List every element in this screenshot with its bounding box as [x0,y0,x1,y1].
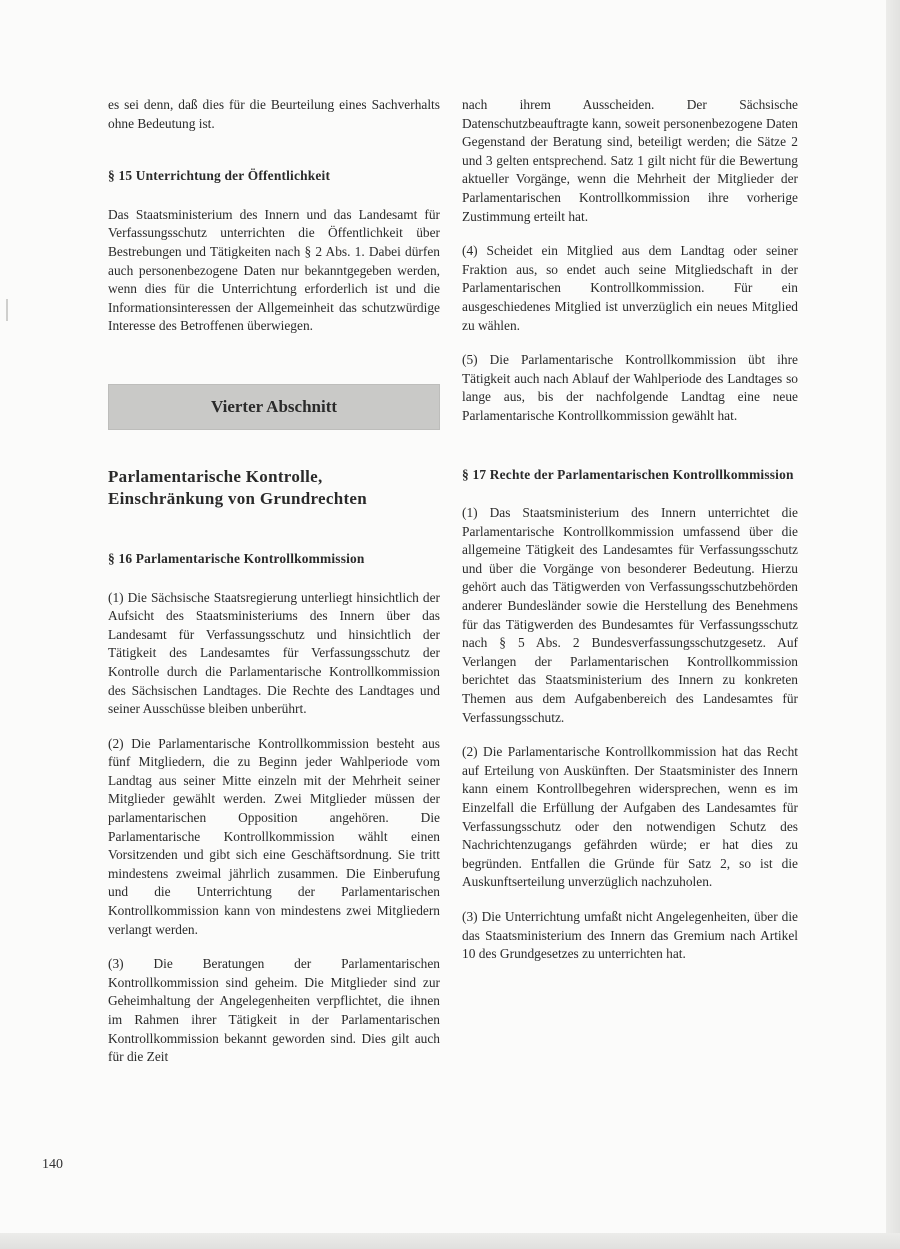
section-17-paragraph-3: (3) Die Unterrichtung umfaßt nicht Angelegenheiten, über die das Staatsministerium des Innern das Gremium nach Artikel 10 des Grundgesetzes zu unterrichten hat. [462,908,798,962]
left-column [108,96,440,1083]
right-column [462,96,798,980]
section-17-heading: § 17 Rechte der Parlamentarischen Kontrollkommission [462,466,794,482]
section-17-paragraph-1: (1) Das Staatsministerium des Innern unterrichtet die Parlamentarische Kontrollkommission umfassend über die allgemeine Tätigkeit des Landesamtes für Verfassungsschutz und über die Vorgänge von besonderer Bedeutung. Hierzu gehört auch das Tätigwerden von Verfassungsschutzbehörden anderer Bundesländer sowie die Herstellung des Benehmens für das Tätigwerden des Bundesamtes für Verfassungsschutz nach § 5 Abs. 2 Bundesverfassungsschutzgesetz. Auf Verlangen der Parlamentarischen Kontrollkommission berichtet das Staatsministerium des Innern zu konkreten Themen aus dem Aufgabenbereich des Landesamtes für Verfassungsschutz. [462,505,798,725]
page-number: 140 [42,1157,63,1172]
intro-paragraph: es sei denn, daß dies für die Beurteilung eines Sachverhalts ohne Bedeutung ist. [108,97,440,131]
section-15-paragraph: Das Staatsministerium des Innern und das Landesamt für Verfassungsschutz unterrichten die Öffentlichkeit über Bestrebungen und Tätigkeiten nach § 2 Abs. 1. Dabei dürfen auch personenbezogene Daten nur bekanntgegeben werden, wenn dies für die Unterrichtung erforderlich ist und die Informationsinteressen der Allgemeinheit das schutzwürdige Interesse des Betroffenen überwiegen. [108,206,440,334]
section-box-vierter-abschnitt: Vierter Abschnitt [108,384,440,430]
section-16-paragraph-3: (3) Die Beratungen der Parlamentarischen Kontrollkommission sind geheim. Die Mitglieder sind zur Geheimhaltung der Angelegenheiten verpflichtet, die ihnen im Rahmen ihrer Tätigkeit in der Parlamentarischen Kontrollkommission bekannt geworden sind. Dies gilt auch für die Zeit [108,956,440,1065]
section-16-heading: § 16 Parlamentarische Kontrollkommission [108,550,365,566]
section-16-paragraph-1: (1) Die Sächsische Staatsregierung unterliegt hinsichtlich der Aufsicht des Staatsministeriums des Innern über das Landesamt für Verfassungsschutz und hinsichtlich der Tätigkeit des Landesamtes für Verfassungsschutz der Kontrolle durch die Parlamentarische Kontrollkommission des Sächsischen Landtages. Die Rechte des Landtages und seiner Ausschüsse bleiben unberührt. [108,589,440,717]
continuation-paragraph: nach ihrem Ausscheiden. Der Sächsische Datenschutzbeauftragte kann, soweit personenbezogene Daten Gegenstand der Beratung sind, beteiligt werden; die Sätze 2 und 3 gelten entsprechend. Satz 1 gilt nicht für die Bewertung aktueller Vorgänge, wenn die Mehrheit der Mitglieder der Parlamentarischen Kontrollkommission ihre vorherige Zustimmung erteilt hat. [462,97,798,224]
page-edge-bottom [0,1233,900,1249]
margin-mark [6,299,8,321]
section-16-paragraph-5: (5) Die Parlamentarische Kontrollkommission übt ihre Tätigkeit auch nach Ablauf der Wahlperiode des Landtages so lange aus, bis der nachfolgende Landtag eine neue Parlamentarische Kontrollkommission gewählt hat. [462,352,798,423]
section-15-heading: § 15 Unterrichtung der Öffentlichkeit [108,168,331,184]
chapter-title: Parlamentarische Kontrolle, Einschränkung von Grundrechten [108,466,368,508]
section-16-paragraph-2: (2) Die Parlamentarische Kontrollkommission besteht aus fünf Mitgliedern, die zu Beginn jeder Wahlperiode vom Landtag aus seiner Mitte einzeln mit der Mehrheit seiner Mitglieder gewählt werden. Zwei Mitglieder müssen der parlamentarischen Opposition angehören. Die Parlamentarische Kontrollkommission wählt einen Vorsitzenden und gibt sich eine Geschäftsordnung. Sie tritt mindestens zweimal jährlich zusammen. Die Einberufung und die Unterrichtung der Parlamentarischen Kontrollkommission kann von mindestens zwei Mitgliedern verlangt werden. [108,735,440,937]
section-17-paragraph-2: (2) Die Parlamentarische Kontrollkommission hat das Recht auf Erteilung von Auskünften. Der Staatsminister des Innern kann einem Kontrollbegehren widersprechen, wenn es im Einzelfall die Erfüllung der Aufgaben des Landesamtes für Verfassungsschutz oder den notwendigen Schutz des Nachrichtenzugangs gefährden würde; er hat dies zu begründen. Entfallen die Gründe für Satz 2, so ist die Auskunftserteilung unverzüglich nachzuholen. [462,744,798,890]
section-16-paragraph-4: (4) Scheidet ein Mitglied aus dem Landtag oder seiner Fraktion aus, so endet auch seine Mitgliedschaft in der Parlamentarischen Kontrollkommission. Für ein ausgeschiedenes Mitglied ist unverzüglich ein neues Mitglied zu wählen. [462,243,798,333]
page-edge-right [886,0,900,1249]
